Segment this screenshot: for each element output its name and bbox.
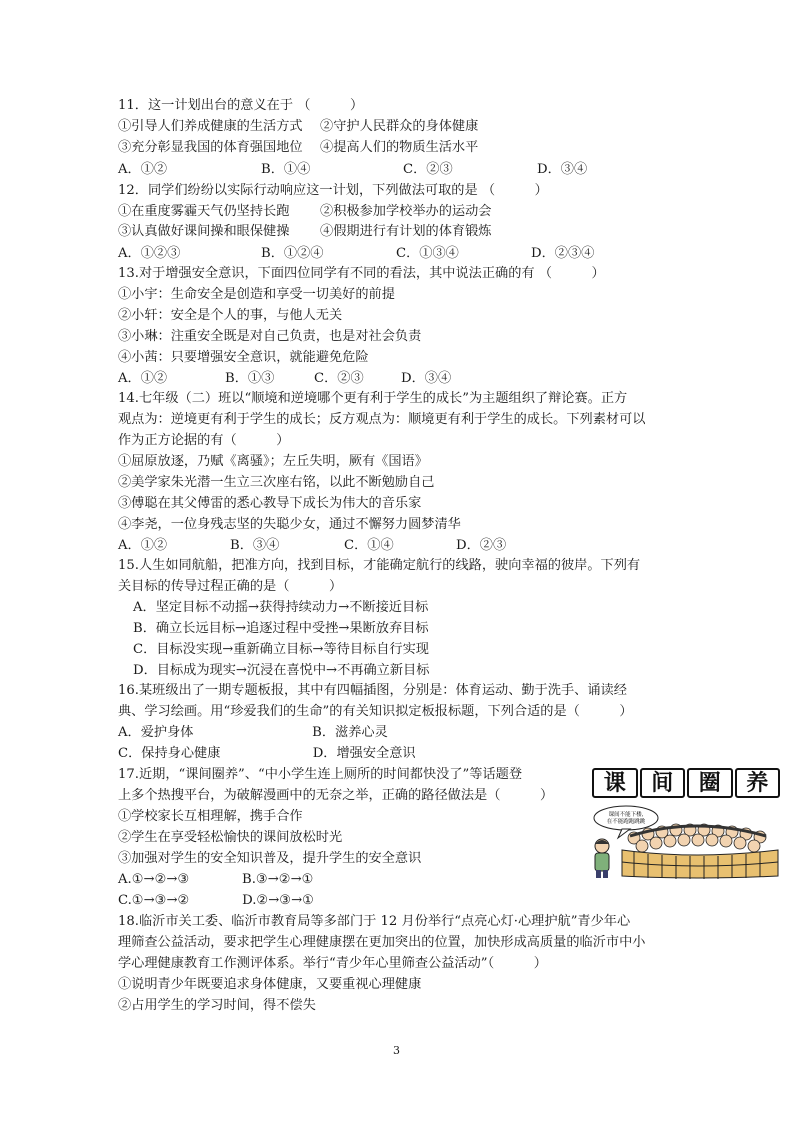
question-12-item-row: ③认真做好课间操和眼保健操 ④假期进行有计划的体育锻炼 xyxy=(118,224,492,239)
question-17-options-row: C.①→③→② D.②→③→① xyxy=(118,893,314,908)
question-13-item: ①小宇：生命安全是创造和享受一切美好的前提 xyxy=(118,287,395,302)
option-c: C．①③④ xyxy=(396,246,459,261)
cartoon-title-char: 圈 xyxy=(687,768,733,798)
page-number: 3 xyxy=(393,1044,400,1057)
question-14-stem: 观点为：逆境更有利于学生的成长；反方观点为：顺境更有利于学生的成长。下列素材可以 xyxy=(118,412,646,427)
option-c: C．②③ xyxy=(314,371,364,386)
option-a: A．①②③ xyxy=(118,246,181,261)
speech-bubble-text: 在不能跑跑跳跳 xyxy=(606,819,646,825)
option-d: D．目标成为现实→沉浸在喜悦中→不再确立新目标 xyxy=(133,663,430,678)
question-11-item-row: ③充分彰显我国的体育强国地位 ④提高人们的物质生活水平 xyxy=(118,140,479,155)
fence xyxy=(622,850,778,879)
option-a: A．坚定目标不动摇→获得持续动力→不断接近目标 xyxy=(133,600,429,615)
question-17-item: ①学校家长互相理解，携手合作 xyxy=(118,809,303,824)
question-14-item: ①屈原放逐，乃赋《离骚》；左丘失明，厥有《国语》 xyxy=(118,454,428,469)
question-17-item: ③加强对学生的安全知识普及，提升学生的安全意识 xyxy=(118,851,422,866)
question-11-stem: 11．这一计划出台的意义在于 （ ） xyxy=(118,98,364,113)
option-a: A．①② xyxy=(118,371,168,386)
cartoon-title-char: 间 xyxy=(640,768,686,798)
cartoon-drawing xyxy=(586,764,786,880)
question-16-options-row: A．爱护身体 B．滋养心灵 xyxy=(118,725,388,740)
cartoon-illustration xyxy=(586,764,786,880)
question-12-item-row: ①在重度雾霾天气仍坚持长跑 ②积极参加学校举办的运动会 xyxy=(118,204,492,219)
question-13-item: ④小茜：只要增强安全意识，就能避免危险 xyxy=(118,350,369,365)
cartoon-title-char: 课 xyxy=(592,768,638,798)
question-18-stem: 18.临沂市关工委、临沂市教育局等多部门于 12 月份举行“点亮心灯·心理护航”青少年心 xyxy=(118,914,631,929)
question-18-item: ②占用学生的学习时间，得不偿失 xyxy=(118,998,316,1013)
question-17-options-row: A.①→②→③ B.③→②→① xyxy=(118,872,314,887)
question-14-stem: 14.七年级（二）班以“顺境和逆境哪个更有利于学生的成长”为主题组织了辩论赛。正方 xyxy=(118,391,628,406)
question-15-stem: 15.人生如同航船，把准方向，找到目标，才能确定航行的线路，驶向幸福的彼岸。下列有 xyxy=(118,558,641,573)
question-17-stem: 上多个热搜平台，为破解漫画中的无奈之举，正确的路径做法是（ ） xyxy=(118,788,554,803)
question-16-stem: 典、学习绘画。用“珍爱我们的生命”的有关知识拟定板报标题，下列合适的是（ ） xyxy=(118,704,633,719)
question-14-item: ③傅聪在其父傅雷的悉心教导下成长为伟大的音乐家 xyxy=(118,496,422,511)
question-16-options-row: C．保持身心健康 D．增强安全意识 xyxy=(118,746,416,761)
question-11-item-row: ①引导人们养成健康的生活方式 ②守护人民群众的身体健康 xyxy=(118,119,479,134)
question-14-item: ④李尧，一位身残志坚的失聪少女，通过不懈努力圆梦清华 xyxy=(118,517,461,532)
option-d: D．②③④ xyxy=(531,246,595,261)
option-b: B．①②④ xyxy=(261,246,324,261)
question-14-stem: 作为正方论据的有（ ） xyxy=(118,433,290,448)
question-17-item: ②学生在享受轻松愉快的课间放松时光 xyxy=(118,830,343,845)
question-13-item: ②小轩：安全是个人的事，与他人无关 xyxy=(118,308,343,323)
option-c: C．目标没实现→重新确立目标→等待目标自行实现 xyxy=(133,642,429,657)
option-b: B．确立长远目标→追逐过程中受挫→果断放弃目标 xyxy=(133,621,429,636)
speech-bubble-text: 课间不能下楼, xyxy=(608,812,644,818)
question-14-item: ②美学家朱光潜一生立三次座右铭，以此不断勉励自己 xyxy=(118,475,435,490)
question-18-stem: 理筛查公益活动，要求把学生心理健康摆在更加突出的位置，加快形成高质量的临沂市中小 xyxy=(118,935,646,950)
option-d: D．③④ xyxy=(537,162,588,177)
option-c: C．①④ xyxy=(344,538,394,553)
option-b: B．①③ xyxy=(225,371,275,386)
question-12-stem: 12．同学们纷纷以实际行动响应这一计划，下列做法可取的是 （ ） xyxy=(118,183,548,198)
question-16-stem: 16.某班级出了一期专题板报，其中有四幅插图，分别是：体育运动、勤于洗手、诵读经 xyxy=(118,683,627,698)
option-a: A．①② xyxy=(118,538,168,553)
speech-bubble xyxy=(594,806,658,830)
option-b: B．①④ xyxy=(261,162,311,177)
option-c: C．②③ xyxy=(403,162,453,177)
option-b: B．③④ xyxy=(230,538,280,553)
question-13-item: ③小琳：注重安全既是对自己负责，也是对社会负责 xyxy=(118,329,422,344)
teacher-figure xyxy=(595,839,609,878)
option-a: A．①② xyxy=(118,162,168,177)
cartoon-title-char: 养 xyxy=(735,768,781,798)
option-d: D．③④ xyxy=(401,371,452,386)
question-15-stem: 关目标的传导过程正确的是（ ） xyxy=(118,579,343,594)
option-d: D．②③ xyxy=(456,538,507,553)
question-17-stem: 17.近期，“课间圈养”、“中小学生连上厕所的时间都快没了”等话题登 xyxy=(118,767,522,782)
question-18-item: ①说明青少年既要追求身体健康，又要重视心理健康 xyxy=(118,977,422,992)
children-crowd xyxy=(628,824,766,852)
question-18-stem: 学心理健康教育工作测评体系。举行“青少年心里筛查公益活动”（ ） xyxy=(118,956,547,971)
question-13-stem: 13.对于增强安全意识，下面四位同学有不同的看法，其中说法正确的有 （ ） xyxy=(118,266,605,281)
